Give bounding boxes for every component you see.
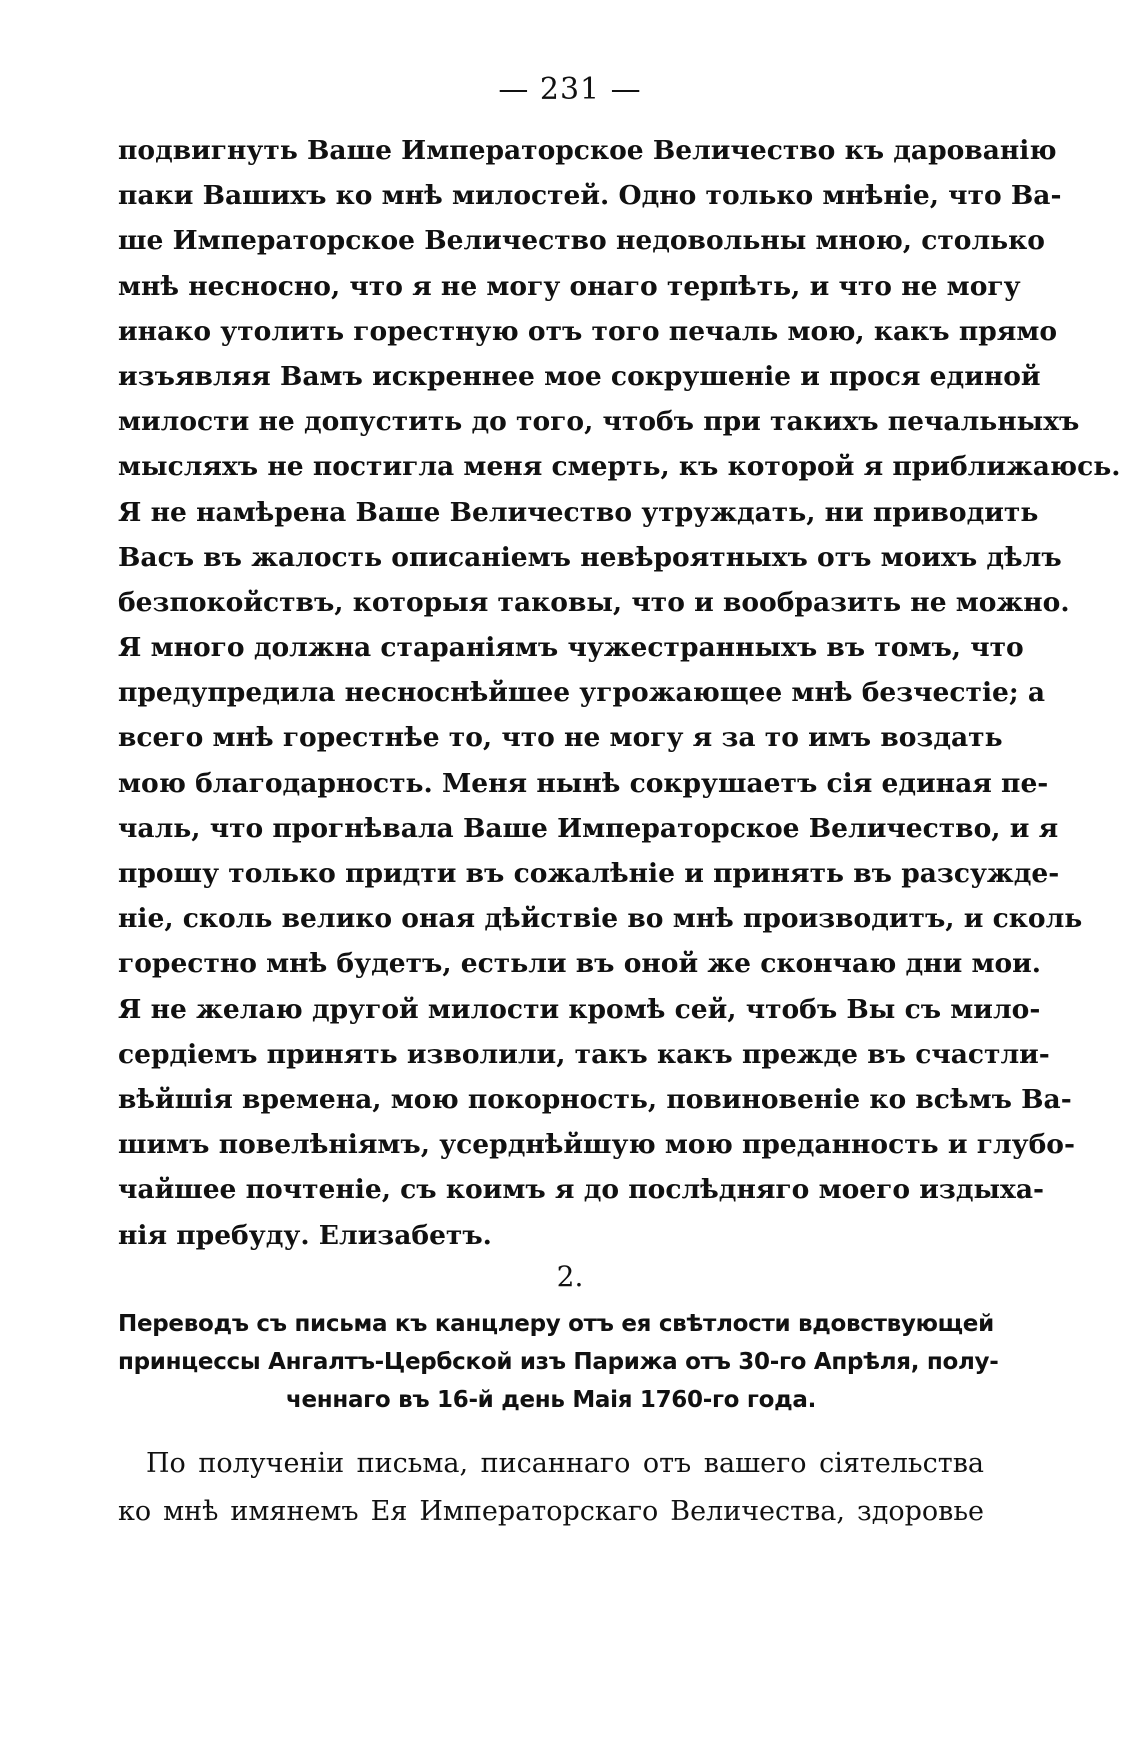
text-line: вѣйшія времена, мою покорность, повиновеніе ко всѣмъ Ва-: [118, 1083, 1072, 1115]
text-line: мнѣ несносно, что я не могу онаго терпѣть, и что не могу: [118, 270, 1021, 302]
text-line: ко мнѣ имянемъ Ея Императорскаго Величества, здоровье: [118, 1496, 984, 1527]
text-line: По полученіи письма, писаннаго отъ вашего сіятельства: [146, 1448, 984, 1479]
text-line: подвигнуть Ваше Императорское Величество къ дарованію: [118, 135, 1057, 166]
text-line: мою благодарность. Меня нынѣ сокрушаетъ сія единая пе-: [118, 767, 1049, 799]
text-line: инако утолить горестную отъ того печаль мою, какъ прямо: [118, 315, 1058, 347]
heading-line: ченнаго въ 16-й день Маія 1760-го года.: [285, 1387, 817, 1413]
text-line: изъявляя Вамъ искреннее мое сокрушеніе и прося единой: [118, 360, 1041, 392]
text-line: Я не желаю другой милости кромѣ сей, чтобъ Вы съ мило-: [118, 993, 1041, 1025]
text-line: мысляхъ не постигла меня смерть, къ которой я приближаюсь.: [118, 451, 1121, 483]
heading-line: принцессы Ангалтъ-Цербской изъ Парижа отъ 30-го Апрѣля, полу-: [118, 1349, 999, 1375]
text-line-signature: нія пребуду. Елизабетъ.: [118, 1219, 492, 1251]
text-line: Васъ въ жалость описаніемъ невѣроятныхъ отъ моихъ дѣлъ: [118, 541, 1062, 573]
heading-line: Переводъ съ письма къ канцлеру отъ ея свѣтлости вдовствующей: [118, 1311, 994, 1337]
section-heading: [118, 1305, 999, 1419]
text-line: Я много должна стараніямъ чужестранныхъ въ томъ, что: [118, 632, 1024, 664]
second-letter-body: [118, 1440, 984, 1536]
page-number: — 231 —: [498, 72, 642, 107]
text-line: милости не допустить до того, чтобъ при такихъ печальныхъ: [118, 406, 1080, 438]
text-line: шимъ повелѣніямъ, усерднѣйшую мою преданность и глубо-: [118, 1129, 1075, 1161]
section-number: 2.: [556, 1260, 584, 1293]
text-line: безпокойствъ, которыя таковы, что и вообразить не можно.: [118, 586, 1070, 618]
text-line: паки Вашихъ ко мнѣ милостей. Одно только мнѣніе, что Ва-: [118, 180, 1062, 212]
letter-body: [118, 128, 1121, 1258]
text-line: предупредила несноснѣйшее угрожающее мнѣ безчестіе; а: [118, 677, 1046, 709]
text-line: чаль, что прогнѣвала Ваше Императорское Величество, и я: [118, 812, 1059, 844]
text-line: всего мнѣ горестнѣе то, что не могу я за то имъ воздать: [118, 722, 1003, 754]
text-line: прошу только придти въ сожалѣніе и принять въ разсужде-: [118, 858, 1060, 889]
text-line: чайшее почтеніе, съ коимъ я до послѣдняго моего издыха-: [118, 1174, 1045, 1206]
text-line: ніе, сколь велико оная дѣйствіе во мнѣ производитъ, и сколь: [118, 903, 1083, 935]
text-line: горестно мнѣ будетъ, естьли въ оной же скончаю дни мои.: [118, 948, 1042, 980]
text-line: ше Императорское Величество недовольны мною, столько: [118, 225, 1045, 257]
text-line: сердіемъ принять изволили, такъ какъ прежде въ счастли-: [118, 1038, 1050, 1070]
text-line: Я не намѣрена Ваше Величество утруждать, ни приводить: [118, 496, 1039, 528]
